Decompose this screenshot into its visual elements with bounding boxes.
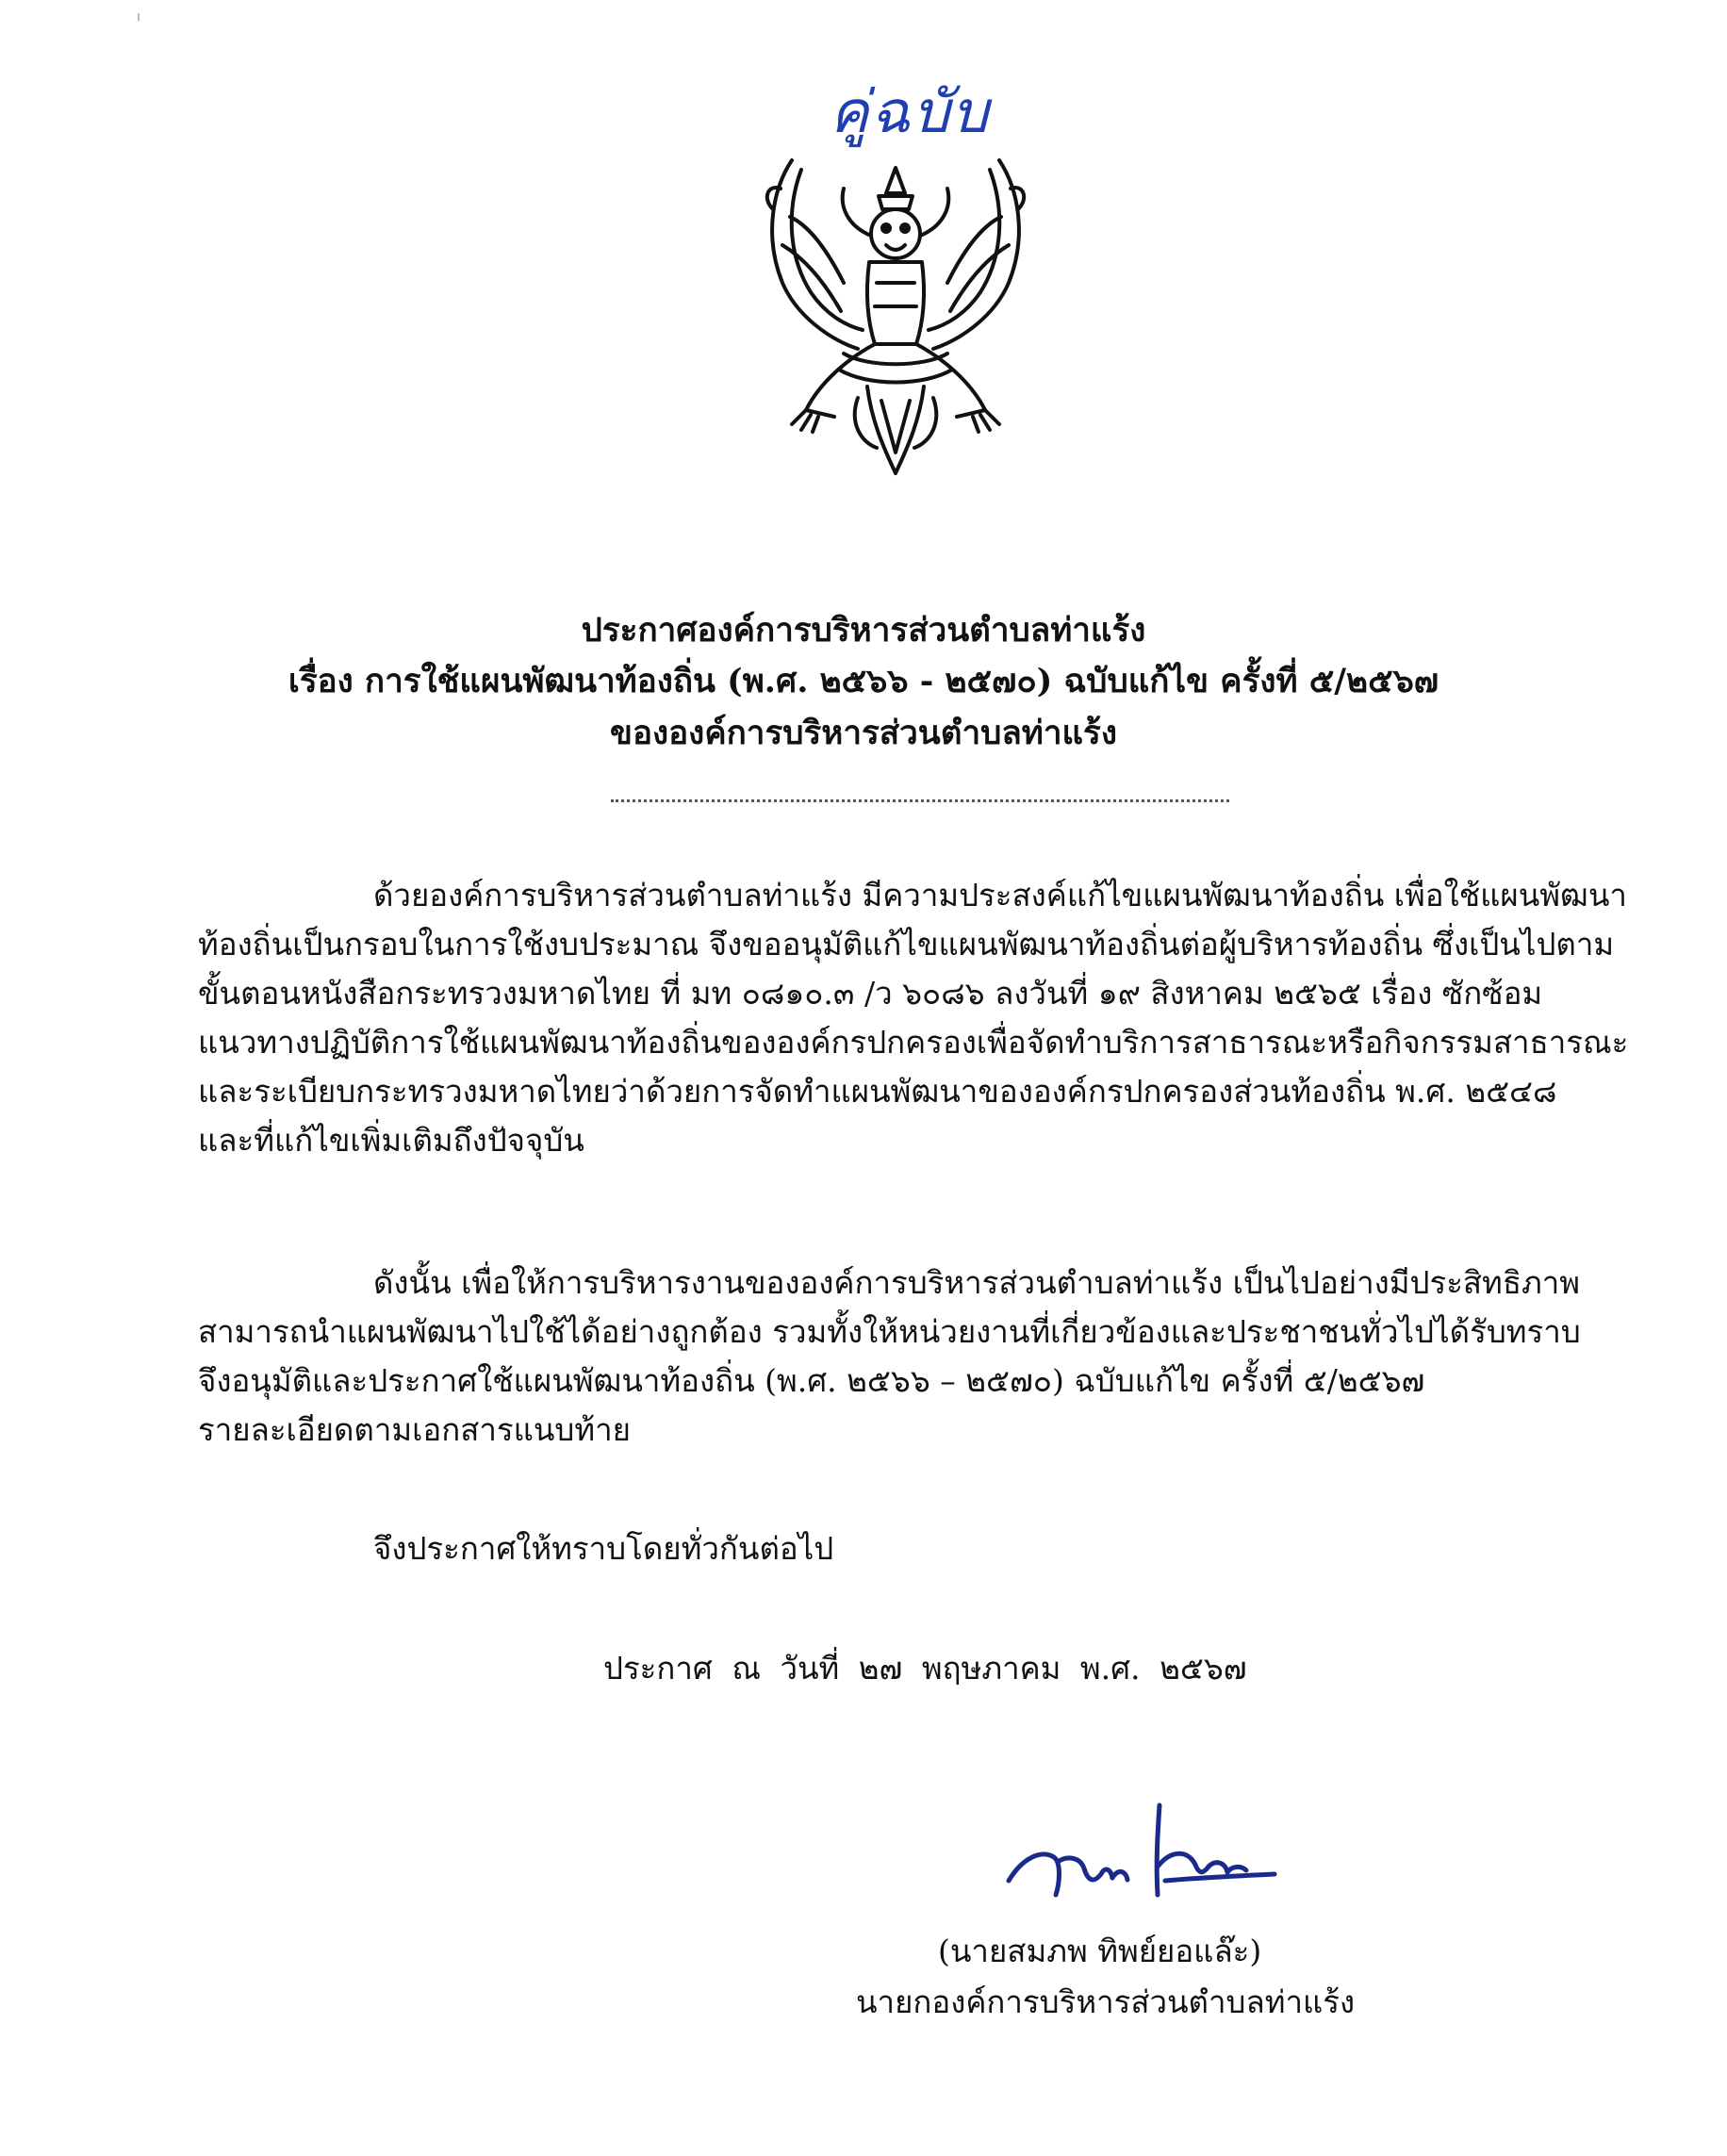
signer-title: นายกองค์การบริหารส่วนตำบลท่าแร้ง	[856, 1983, 1356, 2020]
paragraph-line: และระเบียบกระทรวงมหาดไทยว่าด้วยการจัดทำแผนพัฒนาขององค์กรปกครองส่วนท้องถิ่น พ.ศ. ๒๕๔๘	[198, 1073, 1557, 1110]
signer-name: (นายสมภพ ทิพย์ยอแล๊ะ)	[938, 1933, 1262, 1969]
paragraph-line: สามารถนำแผนพัฒนาไปใช้ได้อย่างถูกต้อง รวมทั้งให้หน่วยงานที่เกี่ยวข้องและประชาชนทั่วไปได้รับทราบ	[198, 1313, 1581, 1350]
paragraph-line: ขั้นตอนหนังสือกระทรวงมหาดไทย ที่ มท ๐๘๑๐.๓ /ว ๖๐๘๖ ลงวันที่ ๑๙ สิงหาคม ๒๕๖๕ เรื่อง ซักซ้อม	[198, 975, 1543, 1012]
scan-edge-mark	[138, 13, 140, 21]
body-paragraph-2	[198, 1259, 1665, 1455]
copy-stamp: คู่ฉบับ	[830, 77, 991, 146]
announcement-issuer: ขององค์การบริหารส่วนตำบลท่าแร้ง	[610, 714, 1117, 752]
dotted-divider	[611, 799, 1229, 802]
paragraph-line: ด้วยองค์การบริหารส่วนตำบลท่าแร้ง มีความประสงค์แก้ไขแผนพัฒนาท้องถิ่น เพื่อใช้แผนพัฒนา	[373, 877, 1627, 913]
body-paragraph-1	[198, 871, 1665, 1165]
announcement-title: ประกาศองค์การบริหารส่วนตำบลท่าแร้ง	[581, 611, 1146, 650]
paragraph-line: ท้องถิ่นเป็นกรอบในการใช้งบประมาณ จึงขออนุมัติแก้ไขแผนพัฒนาท้องถิ่นต่อผู้บริหารท้องถิ่น ซึ่งเป็นไปตาม	[198, 926, 1615, 963]
paragraph-line: แนวทางปฏิบัติการใช้แผนพัฒนาท้องถิ่นขององค์กรปกครองเพื่อจัดทำบริการสาธารณะหรือกิจกรรมสาธารณะ	[198, 1024, 1629, 1061]
paragraph-line: รายละเอียดตามเอกสารแนบท้าย	[198, 1411, 631, 1448]
garuda-emblem-icon	[754, 151, 1037, 481]
paragraph-line: ดังนั้น เพื่อให้การบริหารงานขององค์การบริหารส่วนตำบลท่าแร้ง เป็นไปอย่างมีประสิทธิภาพ	[373, 1264, 1580, 1301]
body-paragraph-3: จึงประกาศให้ทราบโดยทั่วกันต่อไป	[373, 1530, 834, 1567]
handwritten-signature	[999, 1791, 1282, 1914]
announcement-date: ประกาศ ณ วันที่ ๒๗ พฤษภาคม พ.ศ. ๒๕๖๗	[603, 1650, 1247, 1687]
paragraph-line: และที่แก้ไขเพิ่มเติมถึงปัจจุบัน	[198, 1122, 584, 1159]
announcement-subject: เรื่อง การใช้แผนพัฒนาท้องถิ่น (พ.ศ. ๒๕๖๖ - ๒๕๗๐) ฉบับแก้ไข ครั้งที่ ๕/๒๕๖๗	[288, 662, 1439, 700]
paragraph-line: จึงอนุมัติและประกาศใช้แผนพัฒนาท้องถิ่น (พ.ศ. ๒๕๖๖ – ๒๕๗๐) ฉบับแก้ไข ครั้งที่ ๕/๒๕๖๗	[198, 1362, 1425, 1399]
